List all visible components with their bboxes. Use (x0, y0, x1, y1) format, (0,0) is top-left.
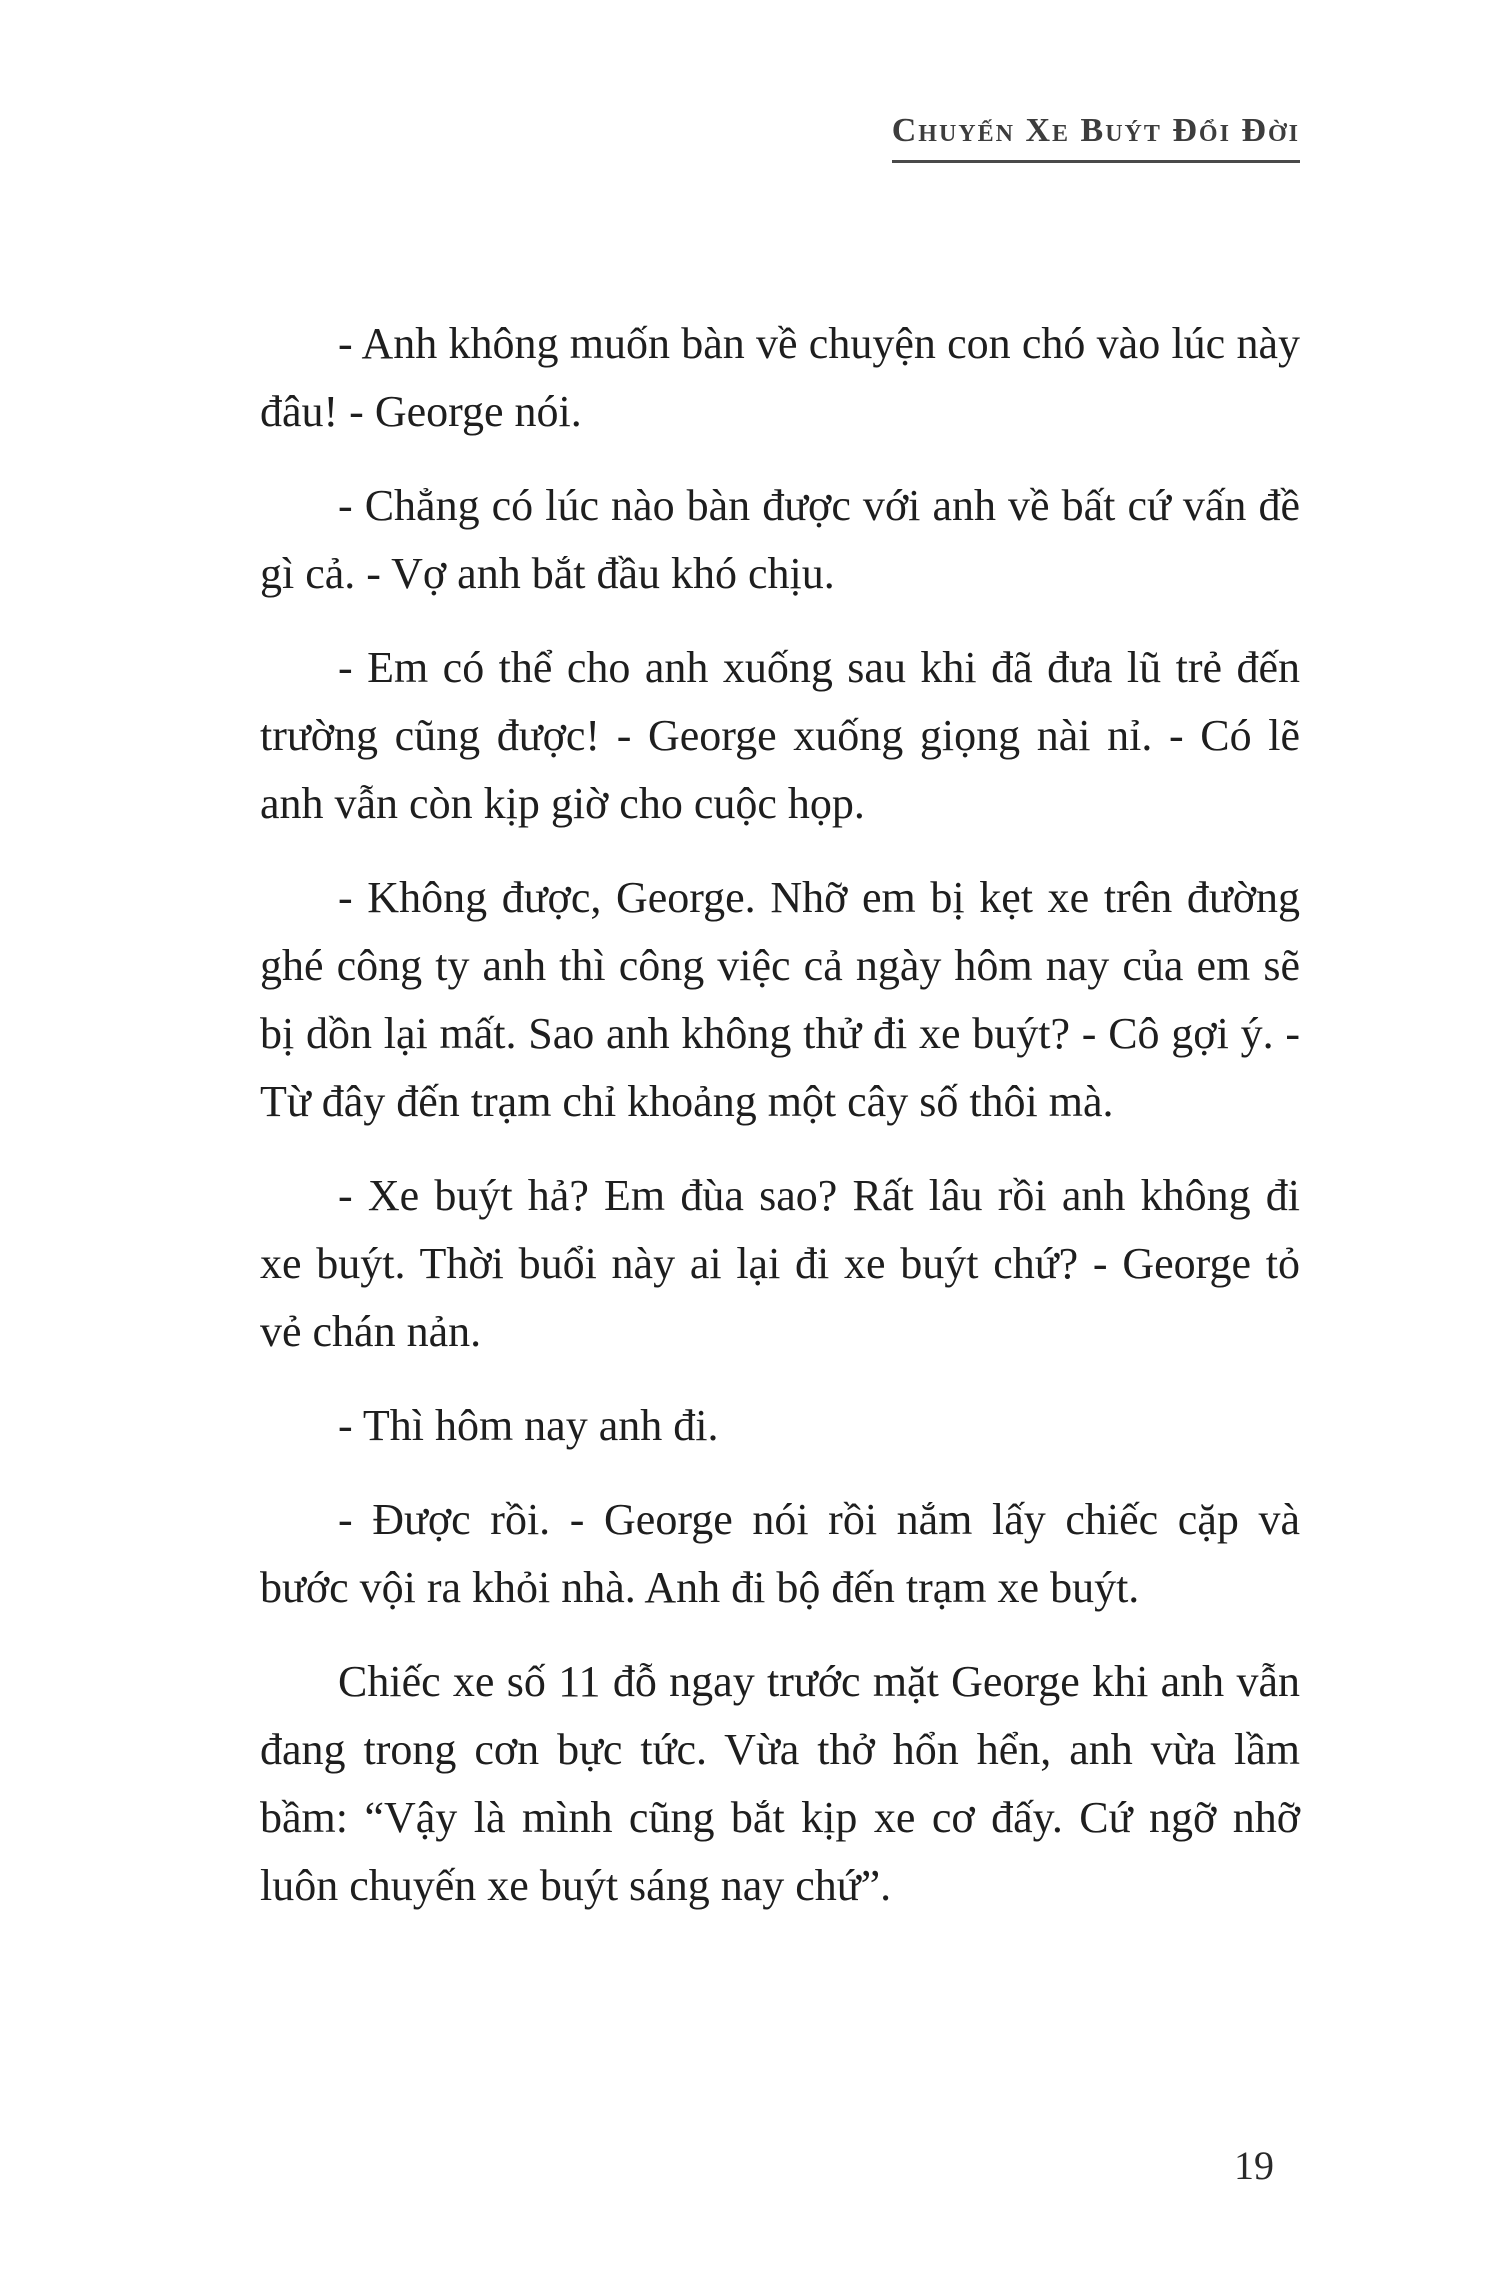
page-number: 19 (1234, 2143, 1274, 2188)
paragraph: - Được rồi. - George nói rồi nắm lấy chiếc cặp và bước vội ra khỏi nhà. Anh đi bộ đến trạm xe buýt. (260, 1495, 1300, 1612)
paragraph: - Chẳng có lúc nào bàn được với anh về bất cứ vấn đề gì cả. - Vợ anh bắt đầu khó chịu. (260, 481, 1300, 598)
paragraph: - Thì hôm nay anh đi. (338, 1401, 719, 1450)
paragraph: - Em có thể cho anh xuống sau khi đã đưa lũ trẻ đến trường cũng được! - George xuống giọng nài nỉ. - Có lẽ anh vẫn còn kịp giờ cho cuộc họp. (260, 643, 1300, 828)
paragraph: - Xe buýt hả? Em đùa sao? Rất lâu rồi anh không đi xe buýt. Thời buổi này ai lại đi xe buýt chứ? - George tỏ vẻ chán nản. (260, 1171, 1300, 1356)
paragraph: Chiếc xe số 11 đỗ ngay trước mặt George khi anh vẫn đang trong cơn bực tức. Vừa thở hổn hển, anh vừa lầm bầm: “Vậy là mình cũng bắt kịp xe cơ đấy. Cứ ngỡ nhỡ luôn chuyến xe buýt sáng nay chứ”. (260, 1657, 1300, 1910)
page-header-title: Chuyến Xe Buýt Đổi Đời (892, 112, 1300, 163)
page-header (260, 112, 1300, 163)
page-body (260, 310, 1300, 1946)
paragraph: - Không được, George. Nhỡ em bị kẹt xe trên đường ghé công ty anh thì công việc cả ngày hôm nay của em sẽ bị dồn lại mất. Sao anh không thử đi xe buýt? - Cô gợi ý. - Từ đây đến trạm chỉ khoảng một cây số thôi mà. (260, 873, 1300, 1126)
paragraph: - Anh không muốn bàn về chuyện con chó vào lúc này đâu! - George nói. (260, 319, 1300, 436)
